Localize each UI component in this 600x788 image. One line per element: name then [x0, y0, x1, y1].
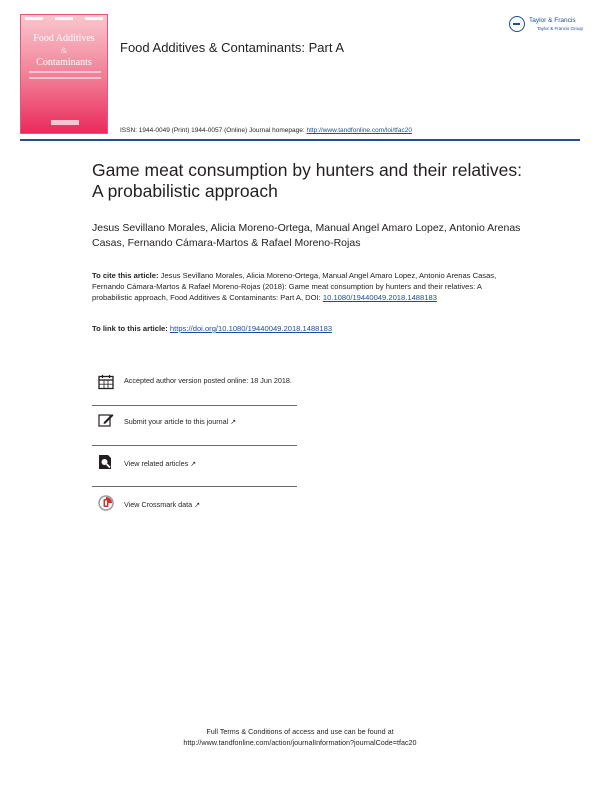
- related-articles-row[interactable]: [92, 454, 297, 476]
- doi-link[interactable]: 10.1080/19440049.2018.1488183: [322, 293, 437, 302]
- accepted-text: Accepted author version posted online: 18 Jun 2018.: [124, 376, 292, 385]
- header-divider: [20, 139, 580, 141]
- footer-terms-url[interactable]: http://www.tandfonline.com/action/journalInformation?journalCode=tfac20: [183, 738, 417, 747]
- submit-article-link[interactable]: [124, 417, 236, 428]
- related-articles-label: View related articles: [124, 459, 189, 468]
- related-articles-link[interactable]: [124, 459, 196, 470]
- crossmark-label: View Crossmark data: [124, 500, 193, 509]
- article-authors: Jesus Sevillano Morales, Alicia Moreno-Ortega, Manual Angel Amaro Lopez, Antonio Arenas Casas, Fernando Cámara-Martos & Rafael Moreno-Rojas: [92, 222, 521, 249]
- submit-article-row[interactable]: [92, 412, 297, 434]
- issn-line: [120, 127, 412, 134]
- publisher-logo-name: Taylor & Francis: [529, 17, 576, 24]
- external-link-icon: ↗: [194, 502, 201, 509]
- search-document-icon: [98, 454, 114, 470]
- cover-title-line1: Food Additives: [33, 33, 95, 44]
- article-link-label: To link to this article:: [92, 324, 170, 333]
- cover-title-line2: Contaminants: [36, 57, 92, 68]
- cover-topbar: [21, 15, 107, 25]
- crossmark-row[interactable]: [92, 495, 297, 517]
- submit-article-label: Submit your article to this journal: [124, 417, 229, 426]
- calendar-icon: [98, 374, 114, 390]
- citation-label: To cite this article:: [92, 271, 159, 280]
- cover-title-amp: &: [60, 46, 68, 55]
- footer-terms: Full Terms & Conditions of access and use can be found at: [206, 727, 394, 736]
- article-url-link[interactable]: https://doi.org/10.1080/19440049.2018.1488183: [169, 324, 333, 333]
- journal-name: Food Additives & Contaminants: Part A: [120, 40, 345, 55]
- article-link-line: [92, 324, 332, 333]
- divider: [92, 486, 297, 487]
- cover-title: [21, 33, 107, 69]
- cover-publisher-mark: [51, 120, 79, 125]
- edit-icon: [98, 412, 114, 428]
- publisher-logo[interactable]: [509, 14, 584, 38]
- divider: [92, 405, 297, 406]
- external-link-icon: ↗: [230, 419, 237, 426]
- divider: [92, 445, 297, 446]
- accepted-row: [92, 372, 297, 402]
- citation-text: Jesus Sevillano Morales, Alicia Moreno-Ortega, Manual Angel Amaro Lopez, Antonio Arenas Casas, Fernando Cámara-Martos & Rafael Moreno-Rojas (2018): Game meat consumption by hunters and their relatives: A probabilistic approach, Food Additives & Contaminants: Part A, DOI:: [92, 271, 497, 302]
- external-link-icon: ↗: [190, 461, 197, 468]
- taylor-francis-logo-icon: [509, 16, 525, 32]
- issn-text: ISSN: 1944-0049 (Print) 1944-0057 (Online) Journal homepage:: [120, 127, 307, 134]
- journal-homepage-link[interactable]: http://www.tandfonline.com/loi/tfac20: [306, 127, 412, 134]
- crossmark-icon: [98, 495, 114, 511]
- article-title: Game meat consumption by hunters and their relatives: A probabilistic approach: [92, 160, 522, 201]
- citation-block: [92, 270, 512, 303]
- crossmark-link[interactable]: [124, 500, 200, 511]
- cover-decoration: [29, 71, 101, 83]
- journal-cover: [20, 14, 108, 134]
- footer: [0, 726, 600, 748]
- publisher-logo-sub: Taylor & Francis Group: [537, 26, 584, 31]
